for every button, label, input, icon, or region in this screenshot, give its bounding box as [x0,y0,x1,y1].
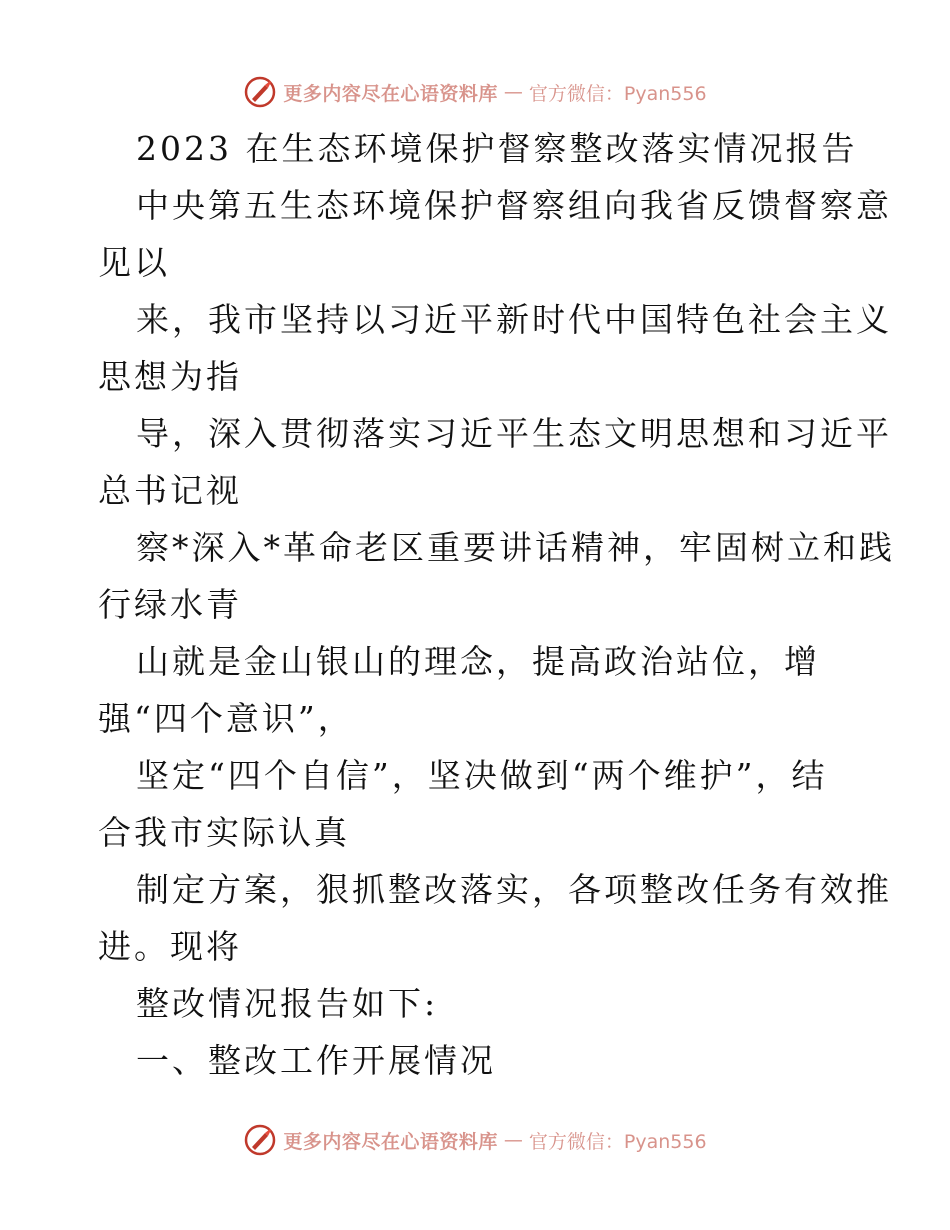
document-title: 2023 在生态环境保护督察整改落实情况报告 [136,129,858,168]
watermark-dash: — [503,81,523,103]
paragraph-line: 总书记视 [98,471,242,510]
footer-watermark [0,1120,950,1160]
paragraph-line: 强“四个意识”， [98,699,354,738]
section-heading: 一、整改工作开展情况 [136,1041,496,1080]
watermark-brand-text: 更多内容尽在心语资料库 [283,1130,498,1153]
paragraph-line: 思想为指 [98,357,242,396]
header-watermark [0,72,950,112]
pen-nib-logo-icon [243,1123,277,1157]
document-body [98,120,895,1089]
paragraph-line: 来，我市坚持以习近平新时代中国特色社会主义 [136,300,892,339]
paragraph-line: 坚定“四个自信”，坚决做到“两个维护”，结 [136,756,828,795]
watermark-brand-text: 更多内容尽在心语资料库 [283,82,498,105]
watermark-contact-text: 官方微信：Pyan556 [528,1130,707,1153]
watermark-dash: — [503,1129,523,1151]
paragraph-line: 导，深入贯彻落实习近平生态文明思想和习近平 [136,414,892,453]
paragraph-line: 察*深入*革命老区重要讲话精神，牢固树立和践 [136,528,895,567]
paragraph-line: 见以 [98,243,170,282]
paragraph-line: 中央第五生态环境保护督察组向我省反馈督察意 [136,186,892,225]
paragraph-line: 制定方案，狠抓整改落实，各项整改任务有效推 [136,870,892,909]
pen-nib-logo-icon [243,75,277,109]
paragraph-line: 进。现将 [98,927,242,966]
watermark-contact-text: 官方微信：Pyan556 [528,82,707,105]
paragraph-line: 行绿水青 [98,585,242,624]
paragraph-line: 整改情况报告如下: [136,984,439,1023]
paragraph-line: 山就是金山银山的理念，提高政治站位，增 [136,642,820,681]
paragraph-line: 合我市实际认真 [98,813,350,852]
